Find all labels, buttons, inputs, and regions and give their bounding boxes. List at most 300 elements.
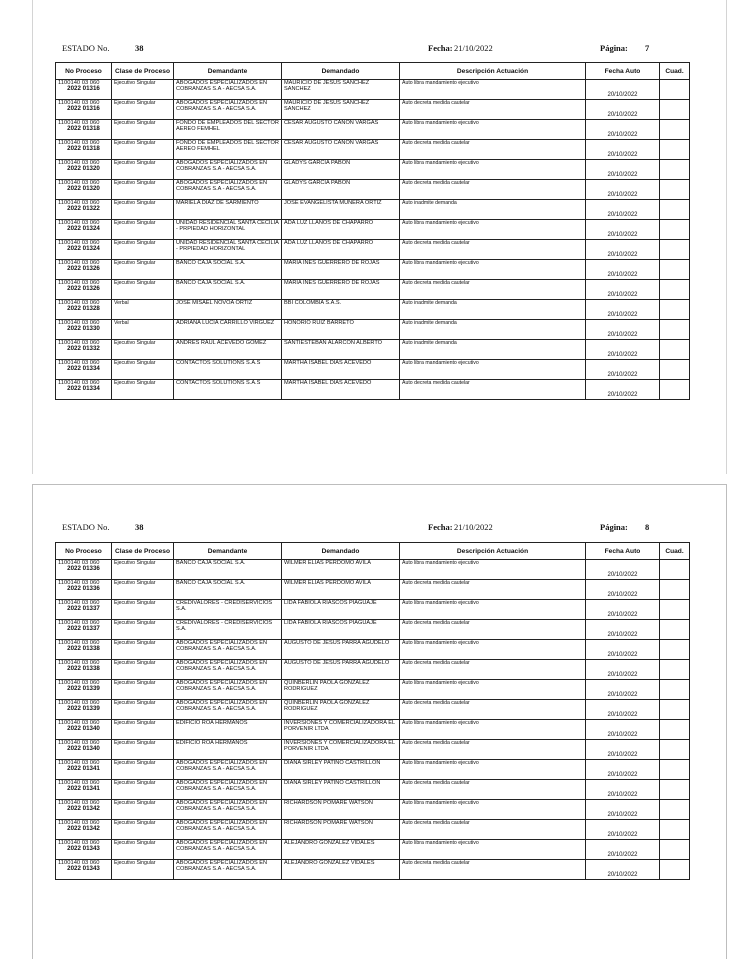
proceso-number: 2022 01339 [67,705,100,713]
proceso-prefix: 1100140 03 060 [58,240,100,246]
col-header-demandado: Demandado [282,63,400,80]
proceso-number: 2022 01326 [67,285,100,293]
cell-descripcion: Auto libra mandamiento ejecutivo [400,80,586,100]
cell-clase-proceso: Ejecutivo Singular [112,180,174,200]
proceso-prefix: 1100140 03 060 [58,620,100,626]
cell-demandado: RICHARDSON POMARE WATSON [282,800,400,820]
cell-clase-proceso: Ejecutivo Singular [112,640,174,660]
cell-no-proceso [56,840,112,860]
proceso-prefix: 1100140 03 060 [58,560,100,566]
document-page-1 [32,0,727,475]
cell-descripcion: Auto libra mandamiento ejecutivo [400,640,586,660]
cell-demandante: ABOGADOS ESPECIALIZADOS EN COBRANZAS S.A - AECSA S.A. [174,80,282,100]
cell-demandado: HONORIO RUIZ BARRETO [282,320,400,340]
col-header-no-proceso: No Proceso [56,543,112,560]
cell-no-proceso [56,760,112,780]
cell-descripcion: Auto decreta medida cautelar [400,100,586,120]
cell-clase-proceso: Ejecutivo Singular [112,820,174,840]
cell-cuad [660,780,690,800]
cell-fecha-auto: 20/10/2022 [586,620,660,640]
cell-demandante: ABOGADOS ESPECIALIZADOS EN COBRANZAS S.A - AECSA S.A. [174,820,282,840]
cell-clase-proceso: Ejecutivo Singular [112,560,174,580]
cell-no-proceso [56,560,112,580]
cell-fecha-auto: 20/10/2022 [586,700,660,720]
cell-descripcion: Auto libra mandamiento ejecutivo [400,720,586,740]
table-row [56,760,690,780]
proceso-prefix: 1100140 03 060 [58,840,100,846]
cell-cuad [660,320,690,340]
proceso-prefix: 1100140 03 060 [58,740,100,746]
cell-descripcion: Auto decreta medida cautelar [400,740,586,760]
table-row [56,580,690,600]
cell-demandado: INVERSIONES Y COMERCIALIZADORA EL PORVENIR LTDA [282,740,400,760]
cell-cuad [660,80,690,100]
cell-clase-proceso: Ejecutivo Singular [112,620,174,640]
proceso-number: 2022 01334 [67,365,100,373]
cell-clase-proceso: Ejecutivo Singular [112,860,174,880]
cell-no-proceso [56,640,112,660]
col-header-cuad: Cuad. [660,63,690,80]
proceso-number: 2022 01341 [67,785,100,793]
cell-no-proceso [56,180,112,200]
cell-demandado: MARTHA ISABEL DIAS ACEVEDO [282,380,400,400]
table-row [56,660,690,680]
cell-no-proceso [56,160,112,180]
cell-demandado: MARIA INES GUERRERO DE ROJAS [282,260,400,280]
proceso-number: 2022 01340 [67,745,100,753]
cell-fecha-auto: 20/10/2022 [586,560,660,580]
cell-demandado: MAURICIO DE JESUS SANCHEZ SANCHEZ [282,80,400,100]
cell-descripcion: Auto libra mandamiento ejecutivo [400,800,586,820]
cell-fecha-auto: 20/10/2022 [586,140,660,160]
proceso-prefix: 1100140 03 060 [58,580,100,586]
cell-cuad [660,340,690,360]
proceso-prefix: 1100140 03 060 [58,800,100,806]
cell-no-proceso [56,380,112,400]
table-row [56,740,690,760]
cell-descripcion: Auto libra mandamiento ejecutivo [400,840,586,860]
cell-cuad [660,260,690,280]
cell-clase-proceso: Ejecutivo Singular [112,240,174,260]
actuaciones-table [55,62,690,400]
proceso-number: 2022 01324 [67,245,100,253]
cell-no-proceso [56,240,112,260]
proceso-number: 2022 01320 [67,185,100,193]
table-row [56,600,690,620]
cell-clase-proceso: Ejecutivo Singular [112,200,174,220]
fecha-label: Fecha: [428,43,453,53]
cell-descripcion: Auto decreta medida cautelar [400,140,586,160]
cell-demandante: ABOGADOS ESPECIALIZADOS EN COBRANZAS S.A - AECSA S.A. [174,840,282,860]
cell-no-proceso [56,280,112,300]
cell-demandado: ADA LUZ LLANOS DE CHAPARRO [282,240,400,260]
proceso-number: 2022 01320 [67,165,100,173]
cell-no-proceso [56,140,112,160]
estado-label: ESTADO No. [62,43,110,53]
cell-demandante: CREDIVALORES - CREDISERVICIOS S.A. [174,620,282,640]
cell-demandado: AUGUSTO DE JESUS PARRA AGUDELO [282,640,400,660]
cell-clase-proceso: Ejecutivo Singular [112,840,174,860]
proceso-number: 2022 01330 [67,325,100,333]
cell-cuad [660,640,690,660]
cell-no-proceso [56,780,112,800]
table-row [56,700,690,720]
cell-demandante: ABOGADOS ESPECIALIZADOS EN COBRANZAS S.A - AECSA S.A. [174,160,282,180]
document-page-2 [32,484,727,959]
proceso-number: 2022 01336 [67,585,100,593]
cell-fecha-auto: 20/10/2022 [586,240,660,260]
cell-demandado: AUGUSTO DE JESUS PARRA AGUDELO [282,660,400,680]
proceso-number: 2022 01339 [67,685,100,693]
cell-clase-proceso: Ejecutivo Singular [112,140,174,160]
table-row [56,800,690,820]
cell-clase-proceso: Ejecutivo Singular [112,80,174,100]
proceso-prefix: 1100140 03 060 [58,360,100,366]
cell-no-proceso [56,80,112,100]
col-header-demandante: Demandante [174,543,282,560]
cell-cuad [660,720,690,740]
cell-cuad [660,300,690,320]
proceso-number: 2022 01337 [67,605,100,613]
cell-cuad [660,240,690,260]
fecha-label: Fecha: [428,522,453,532]
cell-demandante: BANCO CAJA SOCIAL S.A. [174,280,282,300]
cell-no-proceso [56,820,112,840]
proceso-prefix: 1100140 03 060 [58,100,100,106]
cell-descripcion: Auto libra mandamiento ejecutivo [400,120,586,140]
table-row [56,340,690,360]
cell-clase-proceso: Verbal [112,320,174,340]
cell-fecha-auto: 20/10/2022 [586,340,660,360]
cell-fecha-auto: 20/10/2022 [586,380,660,400]
cell-demandante: FONDO DE EMPLEADOS DEL SECTOR AEREO FEMHEL [174,120,282,140]
cell-fecha-auto: 20/10/2022 [586,640,660,660]
cell-demandado: WILMER ELIAS PERDOMO AVILA [282,580,400,600]
proceso-prefix: 1100140 03 060 [58,700,100,706]
cell-no-proceso [56,580,112,600]
cell-descripcion: Auto inadmite demanda [400,320,586,340]
cell-cuad [660,560,690,580]
cell-descripcion: Auto libra mandamiento ejecutivo [400,260,586,280]
col-header-descripcion: Descripción Actuación [400,63,586,80]
cell-demandante: JOSE MISAEL NOVOA ORTIZ [174,300,282,320]
cell-clase-proceso: Ejecutivo Singular [112,580,174,600]
cell-demandado: DIANA SIRLEY PATIÑO CASTRILLON [282,780,400,800]
cell-demandado: MAURICIO DE JESUS SANCHEZ SANCHEZ [282,100,400,120]
cell-no-proceso [56,720,112,740]
proceso-number: 2022 01343 [67,865,100,873]
table-row [56,260,690,280]
cell-demandante: ABOGADOS ESPECIALIZADOS EN COBRANZAS S.A - AECSA S.A. [174,680,282,700]
cell-no-proceso [56,220,112,240]
table-row [56,840,690,860]
cell-fecha-auto: 20/10/2022 [586,840,660,860]
cell-cuad [660,580,690,600]
cell-demandante: EDIFICIO ROA HERMANOS [174,720,282,740]
cell-demandado: WILMER ELIAS PERDOMO AVILA [282,560,400,580]
cell-clase-proceso: Ejecutivo Singular [112,740,174,760]
cell-fecha-auto: 20/10/2022 [586,660,660,680]
cell-cuad [660,120,690,140]
table-header-row [56,543,690,560]
cell-demandado: CESAR AUGUSTO CAÑON VARGAS [282,140,400,160]
table-header-row [56,63,690,80]
cell-demandante: CONTACTOS SOLUTIONS S.A.S [174,380,282,400]
cell-clase-proceso: Ejecutivo Singular [112,100,174,120]
cell-demandante: UNIDAD RESIDENCIAL SANTA CECILIA - PRPIEDAD HORIZONTAL [174,220,282,240]
table-row [56,860,690,880]
proceso-number: 2022 01318 [67,145,100,153]
cell-descripcion: Auto decreta medida cautelar [400,280,586,300]
cell-descripcion: Auto decreta medida cautelar [400,860,586,880]
proceso-number: 2022 01342 [67,805,100,813]
cell-fecha-auto: 20/10/2022 [586,160,660,180]
cell-fecha-auto: 20/10/2022 [586,280,660,300]
cell-fecha-auto: 20/10/2022 [586,720,660,740]
cell-demandante: MARIELA DIAZ DE SARMIENTO [174,200,282,220]
cell-clase-proceso: Ejecutivo Singular [112,220,174,240]
fecha-value: 21/10/2022 [454,522,493,532]
col-header-demandante: Demandante [174,63,282,80]
cell-demandante: ABOGADOS ESPECIALIZADOS EN COBRANZAS S.A - AECSA S.A. [174,100,282,120]
proceso-prefix: 1100140 03 060 [58,120,100,126]
proceso-number: 2022 01341 [67,765,100,773]
cell-no-proceso [56,700,112,720]
cell-cuad [660,700,690,720]
proceso-prefix: 1100140 03 060 [58,820,100,826]
cell-descripcion: Auto decreta medida cautelar [400,780,586,800]
cell-demandante: ABOGADOS ESPECIALIZADOS EN COBRANZAS S.A - AECSA S.A. [174,640,282,660]
cell-fecha-auto: 20/10/2022 [586,860,660,880]
proceso-prefix: 1100140 03 060 [58,140,100,146]
page-header [33,522,726,536]
cell-no-proceso [56,260,112,280]
cell-demandante: CONTACTOS SOLUTIONS S.A.S [174,360,282,380]
cell-demandante: ABOGADOS ESPECIALIZADOS EN COBRANZAS S.A - AECSA S.A. [174,760,282,780]
pagina-label: Página: [600,522,628,532]
cell-no-proceso [56,360,112,380]
table-row [56,240,690,260]
proceso-number: 2022 01322 [67,205,100,213]
estado-number: 38 [135,43,144,53]
cell-demandante: FONDO DE EMPLEADOS DEL SECTOR AEREO FEMHEL [174,140,282,160]
cell-cuad [660,220,690,240]
table-row [56,320,690,340]
proceso-prefix: 1100140 03 060 [58,160,100,166]
proceso-number: 2022 01342 [67,825,100,833]
cell-demandado: LIDA FABIOLA RIASCOS PIAGUAJE [282,620,400,640]
cell-clase-proceso: Ejecutivo Singular [112,700,174,720]
cell-fecha-auto: 20/10/2022 [586,200,660,220]
table-row [56,180,690,200]
proceso-number: 2022 01326 [67,265,100,273]
cell-demandante: EDIFICIO ROA HERMANOS [174,740,282,760]
cell-demandado: MARIA INES GUERRERO DE ROJAS [282,280,400,300]
cell-demandante: ABOGADOS ESPECIALIZADOS EN COBRANZAS S.A - AECSA S.A. [174,860,282,880]
cell-fecha-auto: 20/10/2022 [586,680,660,700]
table-row [56,280,690,300]
proceso-number: 2022 01340 [67,725,100,733]
cell-fecha-auto: 20/10/2022 [586,220,660,240]
cell-demandado: QUINBERLIN PAOLA GONZALEZ RODRIGUEZ [282,700,400,720]
proceso-prefix: 1100140 03 060 [58,660,100,666]
cell-demandado: GLADYS GARCIA PABON [282,180,400,200]
cell-cuad [660,800,690,820]
col-header-demandado: Demandado [282,543,400,560]
cell-demandante: CREDIVALORES - CREDISERVICIOS S.A. [174,600,282,620]
cell-cuad [660,100,690,120]
cell-clase-proceso: Ejecutivo Singular [112,160,174,180]
table-row [56,120,690,140]
cell-descripcion: Auto decreta medida cautelar [400,700,586,720]
cell-descripcion: Auto inadmite demanda [400,300,586,320]
cell-no-proceso [56,800,112,820]
cell-cuad [660,380,690,400]
cell-cuad [660,820,690,840]
proceso-prefix: 1100140 03 060 [58,380,100,386]
page-separator [0,474,750,484]
page-header [33,43,726,57]
proceso-number: 2022 01316 [67,85,100,93]
cell-descripcion: Auto decreta medida cautelar [400,660,586,680]
cell-demandante: ANDRES RAUL ACEVEDO GOMEZ [174,340,282,360]
proceso-prefix: 1100140 03 060 [58,280,100,286]
table-row [56,560,690,580]
cell-descripcion: Auto libra mandamiento ejecutivo [400,600,586,620]
cell-fecha-auto: 20/10/2022 [586,320,660,340]
cell-no-proceso [56,320,112,340]
table-row [56,820,690,840]
cell-demandante: ADRIANA LUCIA CARRILLO VIRGUEZ [174,320,282,340]
col-header-clase: Clase de Proceso [112,543,174,560]
cell-cuad [660,660,690,680]
cell-cuad [660,760,690,780]
cell-clase-proceso: Ejecutivo Singular [112,780,174,800]
proceso-prefix: 1100140 03 060 [58,260,100,266]
proceso-prefix: 1100140 03 060 [58,80,100,86]
pagina-value: 7 [645,43,650,53]
cell-descripcion: Auto decreta medida cautelar [400,240,586,260]
proceso-prefix: 1100140 03 060 [58,780,100,786]
table-row [56,300,690,320]
proceso-prefix: 1100140 03 060 [58,720,100,726]
proceso-prefix: 1100140 03 060 [58,680,100,686]
cell-no-proceso [56,860,112,880]
cell-fecha-auto: 20/10/2022 [586,780,660,800]
fecha-value: 21/10/2022 [454,43,493,53]
col-header-fecha-auto: Fecha Auto [586,543,660,560]
cell-fecha-auto: 20/10/2022 [586,180,660,200]
table-row [56,80,690,100]
proceso-prefix: 1100140 03 060 [58,200,100,206]
cell-descripcion: Auto libra mandamiento ejecutivo [400,220,586,240]
cell-descripcion: Auto libra mandamiento ejecutivo [400,160,586,180]
cell-demandante: UNIDAD RESIDENCIAL SANTA CECILIA - PRPIEDAD HORIZONTAL [174,240,282,260]
cell-fecha-auto: 20/10/2022 [586,600,660,620]
cell-demandado: RICHARDSON POMARE WATSON [282,820,400,840]
cell-descripcion: Auto libra mandamiento ejecutivo [400,680,586,700]
table-row [56,380,690,400]
cell-clase-proceso: Ejecutivo Singular [112,340,174,360]
cell-descripcion: Auto libra mandamiento ejecutivo [400,360,586,380]
cell-clase-proceso: Ejecutivo Singular [112,380,174,400]
col-header-fecha-auto: Fecha Auto [586,63,660,80]
proceso-prefix: 1100140 03 060 [58,640,100,646]
cell-demandado: LIDA FABIOLA RIASCOS PIAGUAJE [282,600,400,620]
cell-cuad [660,860,690,880]
col-header-clase: Clase de Proceso [112,63,174,80]
cell-demandante: ABOGADOS ESPECIALIZADOS EN COBRANZAS S.A - AECSA S.A. [174,660,282,680]
cell-no-proceso [56,200,112,220]
cell-demandado: INVERSIONES Y COMERCIALIZADORA EL PORVENIR LTDA [282,720,400,740]
cell-cuad [660,840,690,860]
cell-cuad [660,680,690,700]
cell-clase-proceso: Ejecutivo Singular [112,720,174,740]
actuaciones-table [55,542,690,880]
proceso-prefix: 1100140 03 060 [58,220,100,226]
table-row [56,140,690,160]
cell-cuad [660,740,690,760]
cell-clase-proceso: Verbal [112,300,174,320]
proceso-number: 2022 01328 [67,305,100,313]
cell-no-proceso [56,620,112,640]
cell-no-proceso [56,680,112,700]
proceso-number: 2022 01334 [67,385,100,393]
cell-clase-proceso: Ejecutivo Singular [112,360,174,380]
proceso-prefix: 1100140 03 060 [58,860,100,866]
proceso-prefix: 1100140 03 060 [58,180,100,186]
estado-label: ESTADO No. [62,522,110,532]
cell-descripcion: Auto inadmite demanda [400,200,586,220]
table-row [56,720,690,740]
cell-demandado: DIANA SIRLEY PATIÑO CASTRILLON [282,760,400,780]
cell-fecha-auto: 20/10/2022 [586,80,660,100]
pagina-label: Página: [600,43,628,53]
cell-no-proceso [56,300,112,320]
table-row [56,780,690,800]
cell-descripcion: Auto libra mandamiento ejecutivo [400,560,586,580]
cell-demandado: CESAR AUGUSTO CAÑON VARGAS [282,120,400,140]
proceso-prefix: 1100140 03 060 [58,340,100,346]
col-header-descripcion: Descripción Actuación [400,543,586,560]
proceso-number: 2022 01332 [67,345,100,353]
table-row [56,360,690,380]
cell-fecha-auto: 20/10/2022 [586,760,660,780]
cell-clase-proceso: Ejecutivo Singular [112,680,174,700]
cell-no-proceso [56,660,112,680]
cell-fecha-auto: 20/10/2022 [586,820,660,840]
cell-descripcion: Auto decreta medida cautelar [400,580,586,600]
estado-number: 38 [135,522,144,532]
proceso-number: 2022 01336 [67,565,100,573]
table-row [56,220,690,240]
cell-descripcion: Auto decreta medida cautelar [400,820,586,840]
cell-no-proceso [56,100,112,120]
cell-fecha-auto: 20/10/2022 [586,100,660,120]
cell-fecha-auto: 20/10/2022 [586,360,660,380]
cell-demandado: ADA LUZ LLANOS DE CHAPARRO [282,220,400,240]
cell-no-proceso [56,340,112,360]
cell-cuad [660,140,690,160]
proceso-number: 2022 01318 [67,125,100,133]
proceso-number: 2022 01316 [67,105,100,113]
cell-clase-proceso: Ejecutivo Singular [112,280,174,300]
cell-demandado: ALEJANDRO GONZALEZ VIDALES [282,840,400,860]
cell-clase-proceso: Ejecutivo Singular [112,800,174,820]
cell-cuad [660,180,690,200]
cell-demandado: JOSE EVANGELISTA MUNERA ORTIZ [282,200,400,220]
table-row [56,160,690,180]
